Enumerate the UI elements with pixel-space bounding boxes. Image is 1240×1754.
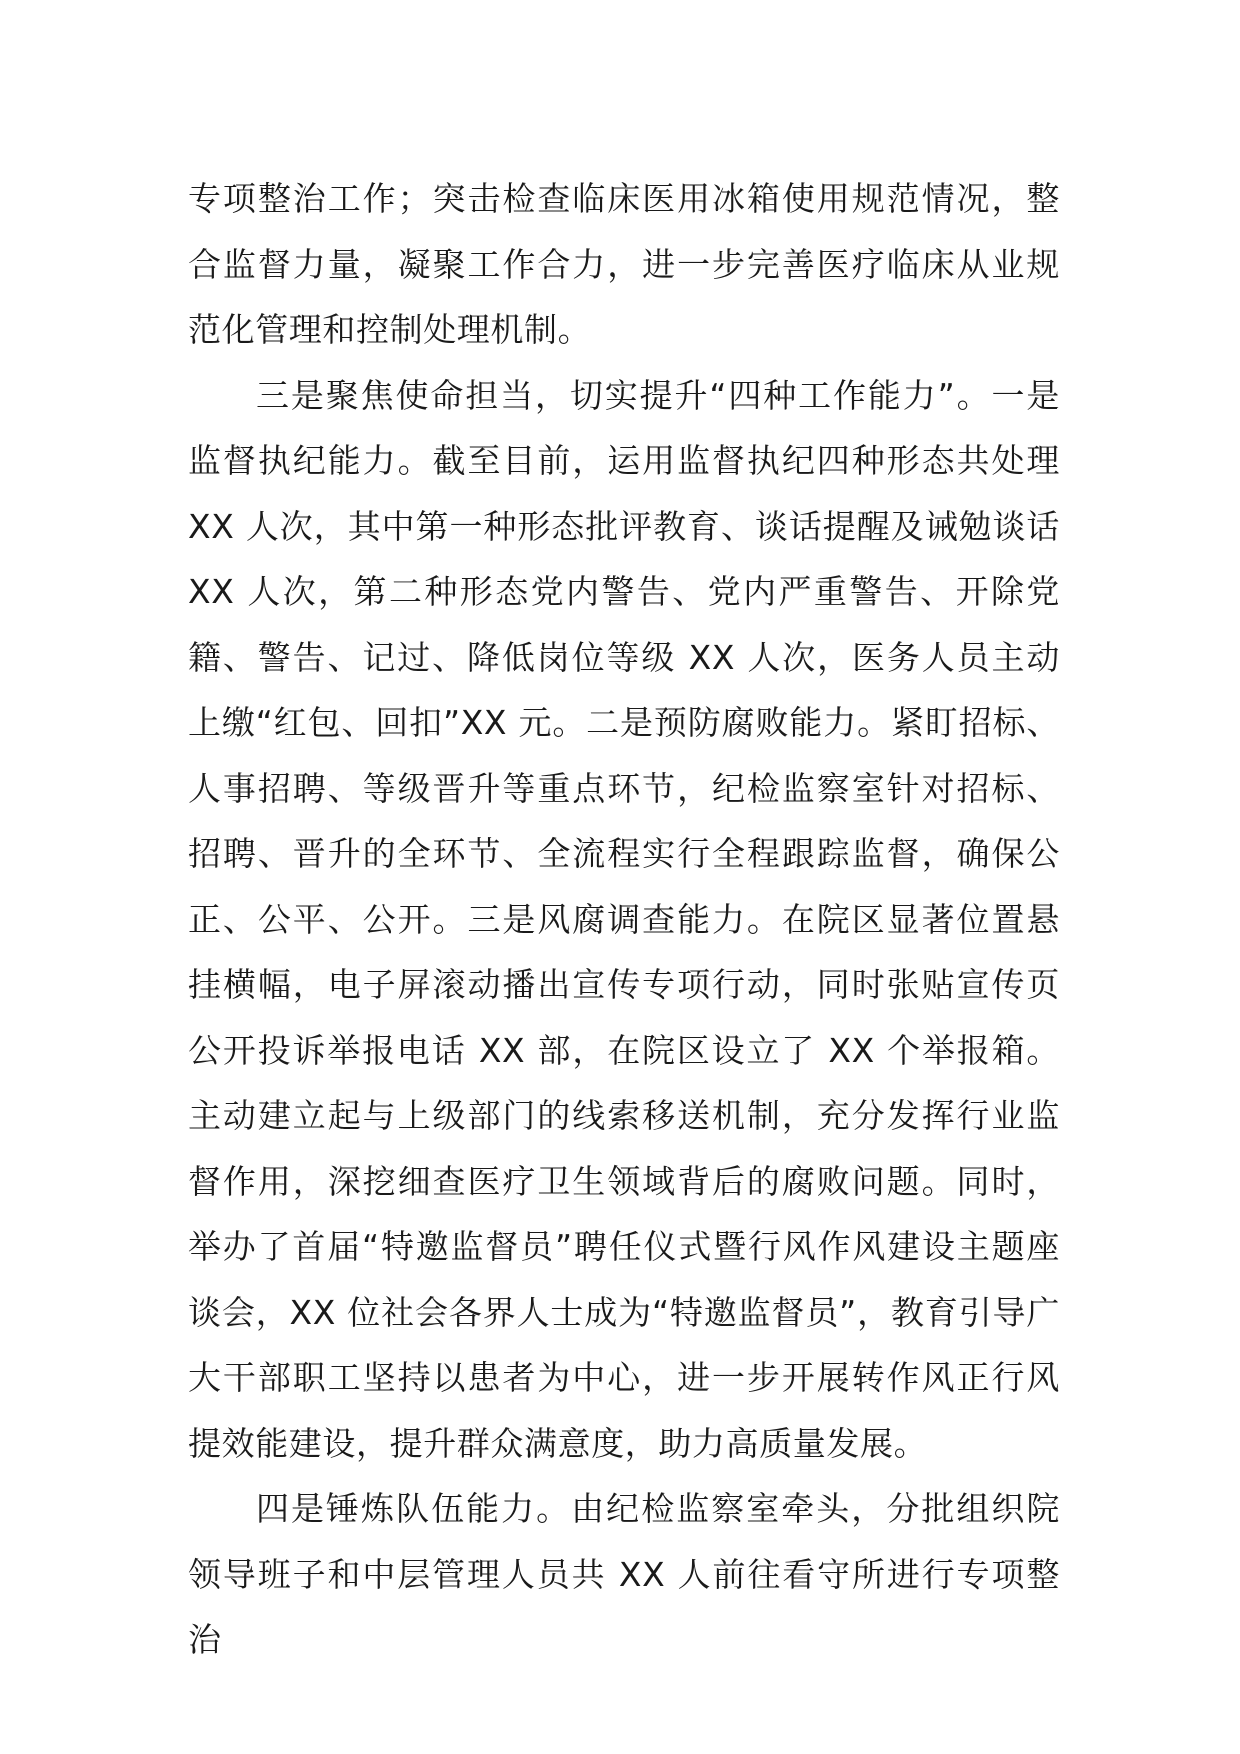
document-body (188, 166, 1060, 1673)
paragraph-1: 专项整治工作；突击检查临床医用冰箱使用规范情况，整合监督力量，凝聚工作合力，进一步完善医疗临床从业规范化管理和控制处理机制。 (188, 179, 1060, 349)
paragraph-3: 四是锤炼队伍能力。由纪检监察室牵头，分批组织院领导班子和中层管理人员共 XX 人前往看守所进行专项整治 (188, 1489, 1060, 1659)
paragraph-2: 三是聚焦使命担当，切实提升“四种工作能力”。一是监督执纪能力。截至目前，运用监督执纪四种形态共处理 XX 人次，其中第一种形态批评教育、谈话提醒及诫勉谈话 XX 人次，第二种形态党内警告、党内严重警告、开除党籍、警告、记过、降低岗位等级 XX 人次，医务人员主动上缴“红包、回扣”XX 元。二是预防腐败能力。紧盯招标、人事招聘、等级晋升等重点环节，纪检监察室针对招标、招聘、晋升的全环节、全流程实行全程跟踪监督，确保公正、公平、公开。三是风腐调查能力。在院区显著位置悬挂横幅，电子屏滚动播出宣传专项行动，同时张贴宣传页公开投诉举报电话 XX 部，在院区设立了 XX 个举报箱。主动建立起与上级部门的线索移送机制，充分发挥行业监督作用，深挖细查医疗卫生领域背后的腐败问题。同时，举办了首届“特邀监督员”聘任仪式暨行风作风建设主题座谈会，XX 位社会各界人士成为“特邀监督员”，教育引导广大干部职工坚持以患者为中心，进一步开展转作风正行风提效能建设，提升群众满意度，助力高质量发展。 (188, 375, 1060, 1463)
